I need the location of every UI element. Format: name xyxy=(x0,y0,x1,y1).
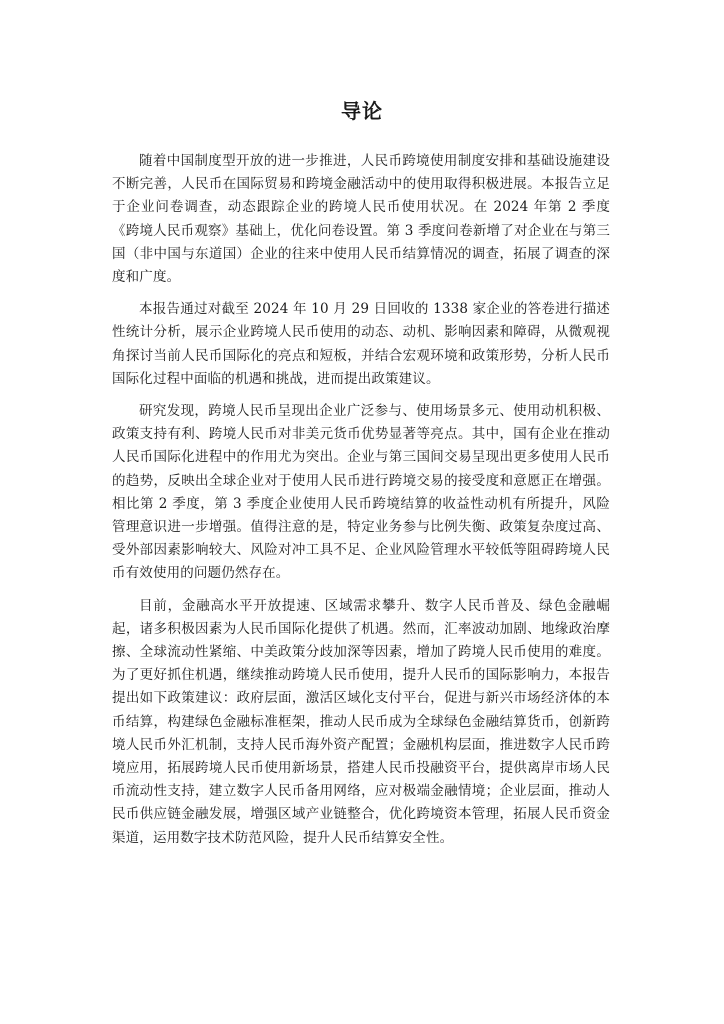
page-title: 导论 xyxy=(341,99,383,123)
paragraph-4: 目前，金融高水平开放提速、区域需求攀升、数字人民币普及、绿色金融崛起，诸多积极因素为人民币国际化提供了机遇。然而，汇率波动加剧、地缘政治摩擦、全球流动性紧缩、中美政策分歧加深等因素，增加了跨境人民币使用的难度。为了更好抓住机遇，继续推动跨境人民币使用，提升人民币的国际影响力，本报告提出如下政策建议：政府层面，激活区域化支付平台，促进与新兴市场经济体的本币结算，构建绿色金融标准框架，推动人民币成为全球绿色金融结算货币，创新跨境人民币外汇机制，支持人民币海外资产配置；金融机构层面，推进数字人民币跨境应用，拓展跨境人民币使用新场景，搭建人民币投融资平台，提供离岸市场人民币流动性支持，建立数字人民币备用网络，应对极端金融情境；企业层面，推动人民币供应链金融发展，增强区域产业链整合，优化跨境资本管理，拓展人民币资金渠道，运用数字技术防范风险，提升人民币结算安全性。 xyxy=(112,597,610,846)
paragraph-3: 研究发现，跨境人民币呈现出企业广泛参与、使用场景多元、使用动机积极、政策支持有利、跨境人民币对非美元货币优势显著等亮点。其中，国有企业在推动人民币国际化进程中的作用尤为突出。企业与第三国间交易呈现出更多使用人民币的趋势，反映出全球企业对于使用人民币进行跨境交易的接受度和意愿正在增强。相比第 2 季度，第 3 季度企业使用人民币跨境结算的收益性动机有所提升，风险管理意识进一步增强。值得注意的是，特定业务参与比例失衡、政策复杂度过高、受外部因素影响较大、风险对冲工具不足、企业风险管理水平较低等阻碍跨境人民币有效使用的问题仍然存在。 xyxy=(112,403,610,582)
paragraph-2: 本报告通过对截至 2024 年 10 月 29 日回收的 1338 家企业的答卷进行描述性统计分析，展示企业跨境人民币使用的动态、动机、影响因素和障碍，从微观视角探讨当前人民币国际化的亮点和短板，并结合宏观环境和政策形势，分析人民币国际化过程中面临的机遇和挑战，进而提出政策建议。 xyxy=(112,301,610,387)
body-text xyxy=(112,150,610,859)
paragraph-1: 随着中国制度型开放的进一步推进，人民币跨境使用制度安排和基础设施建设不断完善，人民币在国际贸易和跨境金融活动中的使用取得积极进展。本报告立足于企业问卷调查，动态跟踪企业的跨境人民币使用状况。在 2024 年第 2 季度《跨境人民币观察》基础上，优化问卷设置。第 3 季度问卷新增了对企业在与第三国（非中国与东道国）企业的往来中使用人民币结算情况的调查，拓展了调查的深度和广度。 xyxy=(112,153,610,286)
